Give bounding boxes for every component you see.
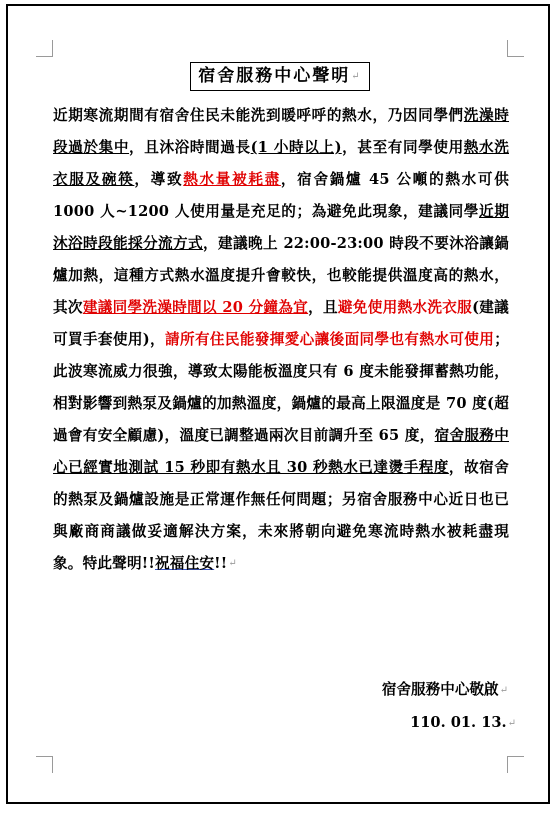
body-text-segment: ，故宿舍的熱泵及鍋爐設施是正常運作無任何問題；另宿舍服務中心近日也已與廠商商議做妥適解決方案，未來將朝向避免寒流時熱水被耗盡現象。特此聲明!! xyxy=(53,459,509,572)
body-text-segment: 近期寒流期間有宿舍住民未能洗到暖呼呼的熱水，乃因同學們 xyxy=(53,107,464,124)
body-text-segment: ，且沐浴時間過長 xyxy=(129,139,251,156)
emphasized-text-segment: 避免使用熱水洗衣服 xyxy=(337,299,473,316)
signature-line xyxy=(0,678,560,699)
body-text-segment: ，這種方式熱水溫度提升會較快，也較能提供溫度高的熱水，其次 xyxy=(53,267,510,316)
body-text-segment: (建議可買手套使用)， xyxy=(53,299,509,348)
emphasized-text-segment: 建議同學洗澡時間以 20 分鐘為宜 xyxy=(82,299,309,316)
emphasized-text-segment: 祝福住安 xyxy=(154,555,215,572)
announcement-body xyxy=(53,100,509,580)
body-text-segment: !! xyxy=(214,555,228,572)
body-text-segment: ，甚至有同學使用 xyxy=(341,139,464,156)
paragraph-mark-icon: ↵ xyxy=(228,558,237,569)
document-title xyxy=(190,62,369,91)
body-text-segment: ，且 xyxy=(308,299,338,316)
crop-mark-top-right xyxy=(507,40,524,57)
emphasized-text-segment: 宿舍服務中心已經實地測試 15 秒即有熱水且 30 秒熱水已達燙手程度 xyxy=(53,427,509,476)
paragraph-mark-icon: ↵ xyxy=(507,717,516,729)
body-text-segment: ，宿舍鍋爐 45 公噸的熱水可供 1000 人~1200 人使用量是充足的；為避免此現象，建議同學 xyxy=(53,171,509,220)
emphasized-text-segment: 洗澡時段過於集中 xyxy=(53,107,510,156)
body-text-segment: ；此波寒流威力很強，導致太陽能板溫度只有 6 度未能發揮蓄熱功能，相對影響到熱泵及鍋爐的加熱溫度，鍋爐的最高上限溫度是 70 度(超過會有安全顧慮)，溫度已調整過兩次目前調升至 65 度， xyxy=(53,331,509,444)
emphasized-text-segment: (1 小時以上) xyxy=(250,139,342,156)
paragraph-mark-icon: ↵ xyxy=(499,684,508,696)
paragraph-mark-icon: ↵ xyxy=(351,70,362,82)
body-text-segment: ，建議晚上 22:00-23:00 時段不要沐浴讓鍋爐加熱 xyxy=(53,235,509,284)
date-line xyxy=(0,714,560,731)
crop-mark-bottom-left xyxy=(36,756,53,773)
emphasized-text-segment: 熱水量被耗盡 xyxy=(183,171,281,188)
title-text: 宿舍服務中心聲明 xyxy=(198,66,351,86)
emphasized-text-segment: 請所有住民能發揮愛心讓後面同學也有熱水可使用 xyxy=(165,331,495,348)
body-text-segment: ，導致 xyxy=(134,171,184,188)
date: 110. 01. 13. xyxy=(410,714,507,731)
emphasized-text-segment: 熱水洗衣服及碗筷 xyxy=(53,139,509,188)
crop-mark-bottom-right xyxy=(507,756,524,773)
crop-mark-top-left xyxy=(36,40,53,57)
title-block xyxy=(0,62,560,91)
signature: 宿舍服務中心敬啟 xyxy=(381,681,499,698)
emphasized-text-segment: 近期沐浴時段能採分流方式 xyxy=(53,203,510,252)
